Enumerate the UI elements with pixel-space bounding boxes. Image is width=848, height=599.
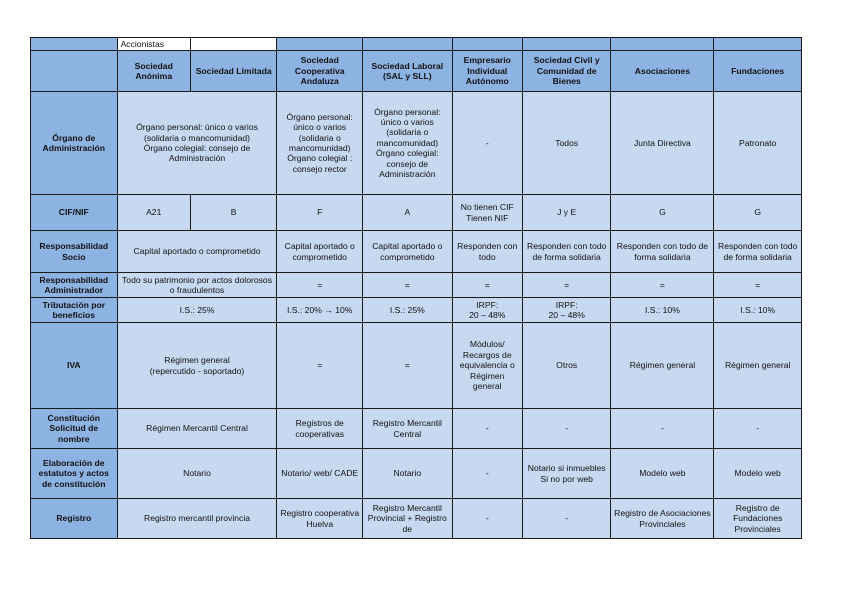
table-cell: A — [363, 195, 453, 231]
col-header-asoc: Asociaciones — [611, 51, 714, 92]
row-label: Responsabilidad Socio — [31, 231, 118, 273]
table-cell: I.S.: 10% — [714, 298, 802, 323]
header-row — [31, 51, 802, 92]
corner-cell — [31, 51, 118, 92]
table-cell: B — [190, 195, 277, 231]
table-cell: - — [611, 409, 714, 449]
corner-cell-top — [31, 38, 118, 51]
row-label: IVA — [31, 323, 118, 409]
table-row-resp-socio — [31, 231, 802, 273]
table-cell: - — [452, 92, 522, 195]
col-header-sa: Sociedad Anónima — [117, 51, 190, 92]
table-row-estatutos — [31, 449, 802, 499]
table-cell: Órgano personal: único o varios (solidaria o mancomunidad) Órgano colegial : consejo rector — [277, 92, 363, 195]
col-header-sl: Sociedad Limitada — [190, 51, 277, 92]
table-cell: = — [277, 323, 363, 409]
table-cell: = — [452, 273, 522, 298]
accionistas-label: Accionistas — [117, 38, 190, 51]
row-label: Órgano de Administración — [31, 92, 118, 195]
row-label: CIF/NIF — [31, 195, 118, 231]
table-cell: IRPF: 20 – 48% — [452, 298, 522, 323]
table-cell: Junta Directiva — [611, 92, 714, 195]
table-cell: Capital aportado o comprometido — [117, 231, 277, 273]
table-cell: Capital aportado o comprometido — [363, 231, 453, 273]
table-cell: IRPF: 20 – 48% — [522, 298, 611, 323]
table-cell: - — [522, 499, 611, 539]
row-label: Tributación por beneficios — [31, 298, 118, 323]
table-cell: Registro Mercantil Provincial + Registro de — [363, 499, 453, 539]
table-cell: Modelo web — [611, 449, 714, 499]
table-cell: = — [363, 323, 453, 409]
table-cell: Régimen general (repercutido - soportado) — [117, 323, 277, 409]
table-row-tributacion — [31, 298, 802, 323]
col-header-fund: Fundaciones — [714, 51, 802, 92]
table-cell: Órgano personal: único o varios (solidaria o mancomunidad) Órgano colegial: consejo de Administración — [363, 92, 453, 195]
table-cell: Registro mercantil provincia — [117, 499, 277, 539]
table-cell: - — [452, 499, 522, 539]
table-row-cif — [31, 195, 802, 231]
table-cell: Responden con todo de forma solidaria — [611, 231, 714, 273]
table-cell: Registro de Fundaciones Provinciales — [714, 499, 802, 539]
table-cell: A21 — [117, 195, 190, 231]
table-cell: Patronato — [714, 92, 802, 195]
table-cell: = — [611, 273, 714, 298]
col-header-autonomo: Empresario Individual Autónomo — [452, 51, 522, 92]
table-cell: Todo su patrimonio por actos dolorosos o fraudulentos — [117, 273, 277, 298]
comparison-table — [30, 37, 802, 539]
table-cell: Módulos/ Recargos de equivalencia o Régimen general — [452, 323, 522, 409]
table-cell: Régimen general — [714, 323, 802, 409]
table-row-iva — [31, 323, 802, 409]
table-cell: Régimen Mercantil Central — [117, 409, 277, 449]
table-cell: - — [452, 449, 522, 499]
table-cell: G — [714, 195, 802, 231]
table-cell: - — [452, 409, 522, 449]
table-cell: Responden con todo de forma solidaria — [714, 231, 802, 273]
col-header-laboral: Sociedad Laboral (SAL y SLL) — [363, 51, 453, 92]
row-label: Elaboración de estatutos y actos de constitución — [31, 449, 118, 499]
table-cell: - — [714, 409, 802, 449]
table-row-organo — [31, 92, 802, 195]
accionistas-row — [31, 38, 802, 51]
table-cell: = — [714, 273, 802, 298]
col-header-civil: Sociedad Civil y Comunidad de Bienes — [522, 51, 611, 92]
row-label: Responsabilidad Administrador — [31, 273, 118, 298]
table-cell: Notario — [117, 449, 277, 499]
table-cell: Régimen general — [611, 323, 714, 409]
table-cell: Responden con todo — [452, 231, 522, 273]
table-row-resp-admin — [31, 273, 802, 298]
row-label: Registro — [31, 499, 118, 539]
table-cell: Registro de Asociaciones Provinciales — [611, 499, 714, 539]
table-cell: J y E — [522, 195, 611, 231]
table-cell: I.S.: 10% — [611, 298, 714, 323]
table-cell: - — [522, 409, 611, 449]
table-cell: Registro Mercantil Central — [363, 409, 453, 449]
table-cell: Modelo web — [714, 449, 802, 499]
table-cell: G — [611, 195, 714, 231]
table-row-constitucion — [31, 409, 802, 449]
table-cell: Órgano personal: único o varios (solidaria o mancomunidad) Órgano colegial: consejo de Administración — [117, 92, 277, 195]
table-cell: Notario/ web/ CADE — [277, 449, 363, 499]
table-cell: Responden con todo de forma solidaria — [522, 231, 611, 273]
table-cell: I.S.: 25% — [117, 298, 277, 323]
table-cell: = — [522, 273, 611, 298]
table-cell: Todos — [522, 92, 611, 195]
table-cell: = — [277, 273, 363, 298]
table-cell: Otros — [522, 323, 611, 409]
table-cell: Registros de cooperativas — [277, 409, 363, 449]
col-header-coop: Sociedad Cooperativa Andaluza — [277, 51, 363, 92]
table-cell: No tienen CIF Tienen NIF — [452, 195, 522, 231]
accionistas-blank — [190, 38, 277, 51]
table-cell: F — [277, 195, 363, 231]
table-cell: = — [363, 273, 453, 298]
table-cell: I.S.: 20% → 10% — [277, 298, 363, 323]
table-cell: I.S.: 25% — [363, 298, 453, 323]
table-cell: Registro cooperativa Huelva — [277, 499, 363, 539]
table-cell: Capital aportado o comprometido — [277, 231, 363, 273]
row-label: Constitución Solicitud de nombre — [31, 409, 118, 449]
table-row-registro — [31, 499, 802, 539]
table-cell: Notario — [363, 449, 453, 499]
table-cell: Notario si inmuebles Si no por web — [522, 449, 611, 499]
